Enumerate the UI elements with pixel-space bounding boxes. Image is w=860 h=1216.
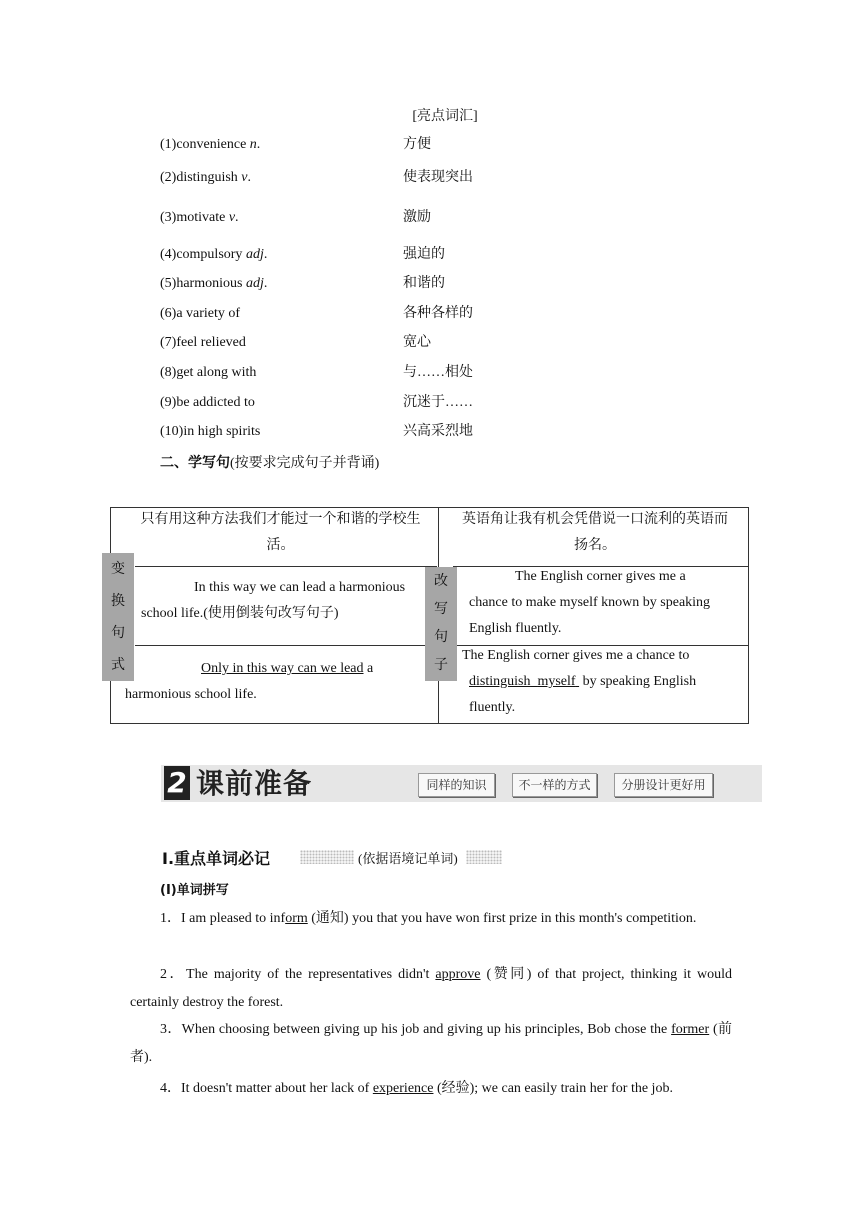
vocab-item xyxy=(160,422,560,442)
sentence-text: (前者). xyxy=(130,1022,733,1065)
section2-note: (按要求完成句子并背诵) xyxy=(230,456,380,471)
sentence-number: 4． xyxy=(160,1081,181,1096)
vocab-english xyxy=(160,393,255,413)
vocab-chinese: 兴高采烈地 xyxy=(403,424,473,439)
sentence-text: I am pleased to inf xyxy=(181,911,286,926)
answer-blank: approve xyxy=(435,967,481,982)
sentence-item xyxy=(130,905,732,933)
vocab-pos: v xyxy=(228,210,236,225)
vocab-item xyxy=(160,393,560,413)
table-rule xyxy=(135,645,437,646)
sentence-text: The majority of the representatives didn't xyxy=(186,967,436,982)
table-rule xyxy=(135,566,437,567)
vocab-item xyxy=(160,135,560,155)
label-char: 变 xyxy=(111,561,125,577)
vocab-pos: adj xyxy=(245,276,264,291)
left-prompt xyxy=(141,575,426,627)
sentence-item xyxy=(130,1016,732,1072)
right-answer xyxy=(462,643,752,721)
label-char: 换 xyxy=(111,593,125,609)
label-char: 句 xyxy=(111,625,125,641)
label-char: 写 xyxy=(434,601,448,617)
vocab-word: (5)harmonious xyxy=(160,276,246,291)
label-char: 子 xyxy=(434,657,448,673)
left-answer-line2: harmonious school life. xyxy=(125,687,257,702)
label-char: 式 xyxy=(111,657,125,673)
right-answer-line1: The English corner gives me a chance to xyxy=(462,648,690,663)
vocab-item xyxy=(160,304,560,324)
part1-note: (依据语境记单词) xyxy=(358,851,458,866)
vocab-item xyxy=(160,245,560,265)
left-answer xyxy=(125,656,425,708)
right-answer-underlined1: distinguish xyxy=(469,674,531,689)
vocab-word: (8)get along with xyxy=(160,365,257,380)
vocab-english xyxy=(160,168,251,188)
vocab-pos-dot: . xyxy=(263,276,268,291)
vocab-chinese: 激励 xyxy=(403,210,431,225)
vocab-word: (2)distinguish xyxy=(160,170,242,185)
label-char: 改 xyxy=(434,573,448,589)
left-chinese xyxy=(123,507,438,559)
left-chinese-line2: 活。 xyxy=(266,538,295,553)
right-answer-tail: by speaking English xyxy=(579,674,697,689)
left-answer-underlined: Only in this way can we lead xyxy=(201,661,364,676)
right-chinese-line2: 扬名。 xyxy=(574,538,616,553)
vocab-word: (3)motivate xyxy=(160,210,229,225)
vocab-chinese: 各种各样的 xyxy=(403,306,473,321)
answer-blank: former xyxy=(671,1022,710,1037)
vocab-english xyxy=(160,274,267,294)
section2-heading xyxy=(160,452,379,472)
right-prompt-line3: English fluently. xyxy=(469,621,562,636)
vocab-pos: v xyxy=(241,170,248,185)
sentence-text: (通知) you that you have won first prize in this month's competition. xyxy=(307,911,697,926)
vocab-pos-dot: . xyxy=(235,210,239,225)
sentence-text: (经验); we can easily train her for the job. xyxy=(433,1081,673,1096)
banner-tag: 不一样的方式 xyxy=(512,773,597,797)
vocab-item xyxy=(160,274,560,294)
left-chinese-line1: 只有用这种方法我们才能过一个和谐的学校生 xyxy=(140,512,421,527)
banner-number: 2 xyxy=(164,766,190,800)
vocab-chinese: 宽心 xyxy=(403,335,431,350)
banner-tag: 分册设计更好用 xyxy=(614,773,713,797)
part1-heading: Ⅰ.重点单词必记 xyxy=(162,849,271,868)
vocab-word: (1)convenience xyxy=(160,137,250,152)
vocab-pos-dot: . xyxy=(256,137,261,152)
answer-blank: experience xyxy=(372,1081,434,1096)
vocab-chinese: 使表现突出 xyxy=(403,170,473,185)
right-label-box xyxy=(425,567,457,681)
sentence-text: (赞同) of that project, thinking it would certainly destroy the forest. xyxy=(130,967,733,1010)
vocab-pos-dot: . xyxy=(247,170,251,185)
sentence-number: 3． xyxy=(160,1022,182,1037)
left-prompt-line2: school life.(使用倒装句改写句子) xyxy=(141,606,339,621)
vocab-english xyxy=(160,422,260,442)
sentence-item xyxy=(130,961,732,1017)
right-chinese-line1: 英语角让我有机会凭借说一口流利的英语而 xyxy=(462,512,728,527)
vocab-item xyxy=(160,208,560,228)
vocab-chinese: 沉迷于…… xyxy=(403,395,473,410)
dots-decoration xyxy=(300,850,354,864)
vocab-chinese: 与……相处 xyxy=(403,365,473,380)
answer-blank: orm xyxy=(285,911,308,926)
sentence-item xyxy=(130,1075,732,1103)
vocab-chinese: 强迫的 xyxy=(403,247,445,262)
vocab-english xyxy=(160,208,239,228)
vocab-chinese: 和谐的 xyxy=(403,276,445,291)
vocab-item xyxy=(160,333,560,353)
vocab-pos-dot: . xyxy=(263,247,268,262)
vocab-english xyxy=(160,304,240,324)
vocab-word: (7)feel relieved xyxy=(160,335,246,350)
sentence-number: 2． xyxy=(160,967,187,982)
banner-title: 课前准备 xyxy=(196,767,313,800)
vocab-english xyxy=(160,363,256,383)
vocab-english xyxy=(160,245,267,265)
right-chinese xyxy=(441,507,749,559)
vocab-word: (9)be addicted to xyxy=(160,395,255,410)
right-prompt-line2: chance to make myself known by speaking xyxy=(469,595,711,610)
vocab-pos: adj xyxy=(245,247,264,262)
vocab-english xyxy=(160,333,246,353)
left-prompt-line1: In this way we can lead a harmonious xyxy=(194,580,406,595)
part1-subheading: (Ⅰ)单词拼写 xyxy=(160,883,229,898)
vocab-item xyxy=(160,168,560,188)
vocab-title: [亮点词汇] xyxy=(412,109,478,124)
vocab-chinese: 方便 xyxy=(403,137,431,152)
label-char: 句 xyxy=(434,629,448,645)
sentence-text: When choosing between giving up his job and giving up his principles, Bob chose the xyxy=(181,1022,672,1037)
left-answer-tail: a xyxy=(363,661,374,676)
vocab-word: (4)compulsory xyxy=(160,247,246,262)
vocab-pos: n xyxy=(249,137,257,152)
left-label-box xyxy=(102,553,134,681)
banner-tag: 同样的知识 xyxy=(418,773,495,797)
vocab-item xyxy=(160,363,560,383)
sentence-text: It doesn't matter about her lack of xyxy=(181,1081,373,1096)
right-answer-line3: fluently. xyxy=(469,700,516,715)
vocab-word: (6)a variety of xyxy=(160,306,241,321)
section2-head: 二、学写句 xyxy=(160,455,230,471)
sentence-number: 1． xyxy=(160,911,181,926)
vocab-english xyxy=(160,135,260,155)
right-prompt xyxy=(469,564,759,642)
vocab-word: (10)in high spirits xyxy=(160,424,261,439)
dots-decoration xyxy=(466,850,502,864)
right-answer-underlined2: myself xyxy=(537,674,576,689)
right-prompt-line1: The English corner gives me a xyxy=(515,569,686,584)
